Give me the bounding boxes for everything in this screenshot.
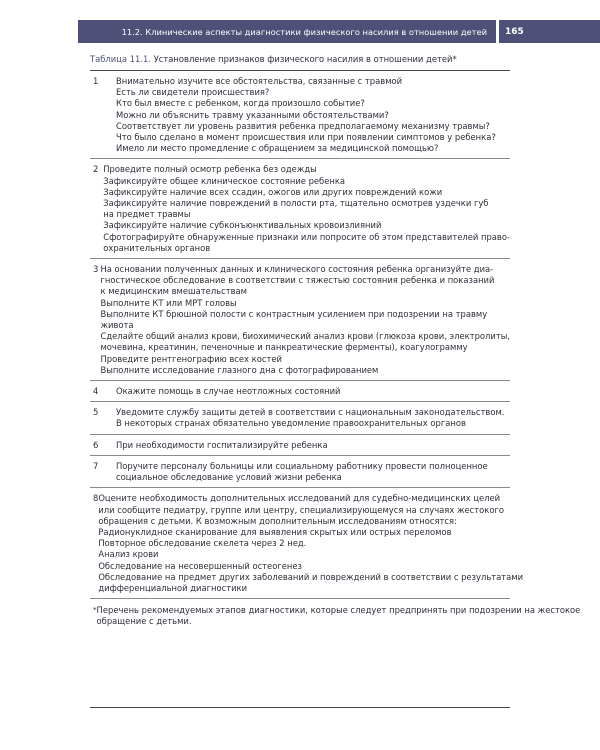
table-caption (90, 50, 510, 71)
row-line: Выполните КТ брюшной полости с контрастным усилением при подозрении на травму (100, 308, 488, 319)
table-11-1 (90, 50, 581, 628)
row-line: Оцените необходимость дополнительных исследований для судебно-медицинских целей (98, 493, 501, 504)
row-line: обращения с детьми. К возможным дополнительным исследованиям относятся: (98, 515, 457, 526)
row-line: к медицинским вмешательствам (100, 286, 247, 297)
table-row (90, 456, 510, 488)
row-line: мочевина, креатинин, печеночные и панкреатические ферменты), коагулограмму (100, 342, 468, 353)
row-line: Соответствует ли уровень развития ребенка предполагаемому механизму травмы? (116, 120, 490, 131)
row-line: Имело ли место промедление с обращением за медицинской помощью? (116, 143, 439, 154)
table-label: Таблица 11.1. (90, 54, 152, 64)
row-line: охранительных органов (103, 242, 211, 253)
row-line: На основании полученных данных и клинического состояния ребенка организуйте диа- (100, 264, 494, 275)
row-line: на предмет травмы (103, 209, 191, 220)
row-text (98, 493, 523, 594)
row-line: Зафиксируйте общее клиническое состояние ребенка (103, 175, 346, 186)
section-title: 11.2. Клинические аспекты диагностики физического насилия в отношении детей (78, 20, 496, 43)
row-line: Радионуклидное сканирование для выявления скрытых или острых переломов (98, 526, 452, 537)
table-title: Установление признаков физического насилия в отношении детей* (153, 54, 457, 64)
table-row (90, 159, 510, 259)
row-line: или сообщите педиатру, группе или центру, специализирующемуся на случаях жестокого (98, 504, 504, 515)
row-line: Проведите полный осмотр ребенка без одежды (103, 164, 317, 175)
row-text (116, 461, 510, 483)
row-line: Обследование на несовершенный остеогенез (98, 560, 302, 571)
table-row (90, 259, 510, 381)
footnote-marker: * (93, 605, 97, 615)
row-line: Зафиксируйте наличие повреждений в полости рта, тщательно осмотрев уздечки губ (103, 198, 489, 209)
table-row (90, 381, 510, 402)
footnote-line: обращение с детьми. (96, 616, 192, 627)
row-number: 1 (93, 76, 99, 86)
row-number: 5 (93, 407, 99, 418)
table-body (90, 71, 524, 599)
table-footnote (90, 599, 581, 627)
row-number: 3 (93, 264, 99, 275)
row-text (116, 407, 510, 429)
row-number: 7 (93, 460, 99, 471)
row-line: Можно ли объяснить травму указанными обстоятельствами? (116, 109, 389, 120)
row-line: Внимательно изучите все обстоятельства, связанные с травмой (116, 76, 403, 86)
row-line: живота (100, 320, 134, 331)
row-line: Что было сделано в момент происшествия или при появлении симптомов у ребенка? (116, 132, 496, 143)
row-line: социальное обследование условий жизни ребенка (116, 472, 342, 483)
row-line: Выполните исследование глазного дна с фотографированием (100, 364, 379, 375)
page-bottom-rule (90, 707, 510, 708)
row-line: Сделайте общий анализ крови, биохимический анализ крови (глюкоза крови, электролиты, (100, 331, 510, 342)
row-line: В некоторых странах обязательно уведомление правоохранительных органов (116, 418, 466, 429)
row-number: 8 (93, 493, 99, 504)
row-line: Повторное обследование скелета через 2 нед. (98, 538, 307, 549)
row-line: Анализ крови (98, 549, 159, 560)
row-text (100, 264, 510, 376)
row-text (116, 440, 510, 451)
row-line: Обследование на предмет других заболеваний и повреждений в соответствии с результатами (98, 571, 524, 582)
row-line: При необходимости госпитализируйте ребенка (116, 439, 328, 450)
row-line: Уведомите службу защиты детей в соответствии с национальным законодательством. (116, 407, 505, 418)
row-line: Кто был вместе с ребенком, когда произошло событие? (116, 98, 365, 109)
row-text (116, 386, 510, 397)
row-line: Проведите рентгенографию всех костей (100, 353, 282, 364)
row-number: 2 (93, 164, 99, 175)
row-number: 6 (93, 439, 99, 450)
table-row (90, 402, 510, 434)
row-text (116, 76, 510, 154)
page-number: 165 (499, 20, 600, 43)
running-header (78, 20, 600, 43)
row-line: Выполните КТ или МРТ головы (100, 297, 237, 308)
row-line: Зафиксируйте наличие всех ссадин, ожогов или других повреждений кожи (103, 186, 443, 197)
row-text (103, 164, 510, 254)
footnote-text (97, 605, 581, 627)
row-line: Есть ли свидетели происшествия? (116, 87, 270, 98)
row-line: дифференциальной диагностики (98, 582, 248, 593)
table-row (90, 488, 524, 599)
row-line: Поручите персоналу больницы или социальному работнику провести полноценное (116, 460, 488, 471)
footnote-line: Перечень рекомендуемых этапов диагностики, которые следует предпринять при подозрении на жестокое (96, 605, 581, 616)
row-line: Окажите помощь в случае неотложных состояний (116, 386, 341, 397)
row-line: гностическое обследование в соответствии с тяжестью состояния ребенка и показаний (100, 275, 495, 286)
table-row (90, 71, 510, 159)
row-line: Зафиксируйте наличие субконъюнктивальных кровоизлияний (103, 220, 382, 231)
row-line: Сфотографируйте обнаруженные признаки или попросите об этом представителей право- (103, 231, 510, 242)
row-number: 4 (93, 386, 99, 397)
table-row (90, 435, 510, 456)
